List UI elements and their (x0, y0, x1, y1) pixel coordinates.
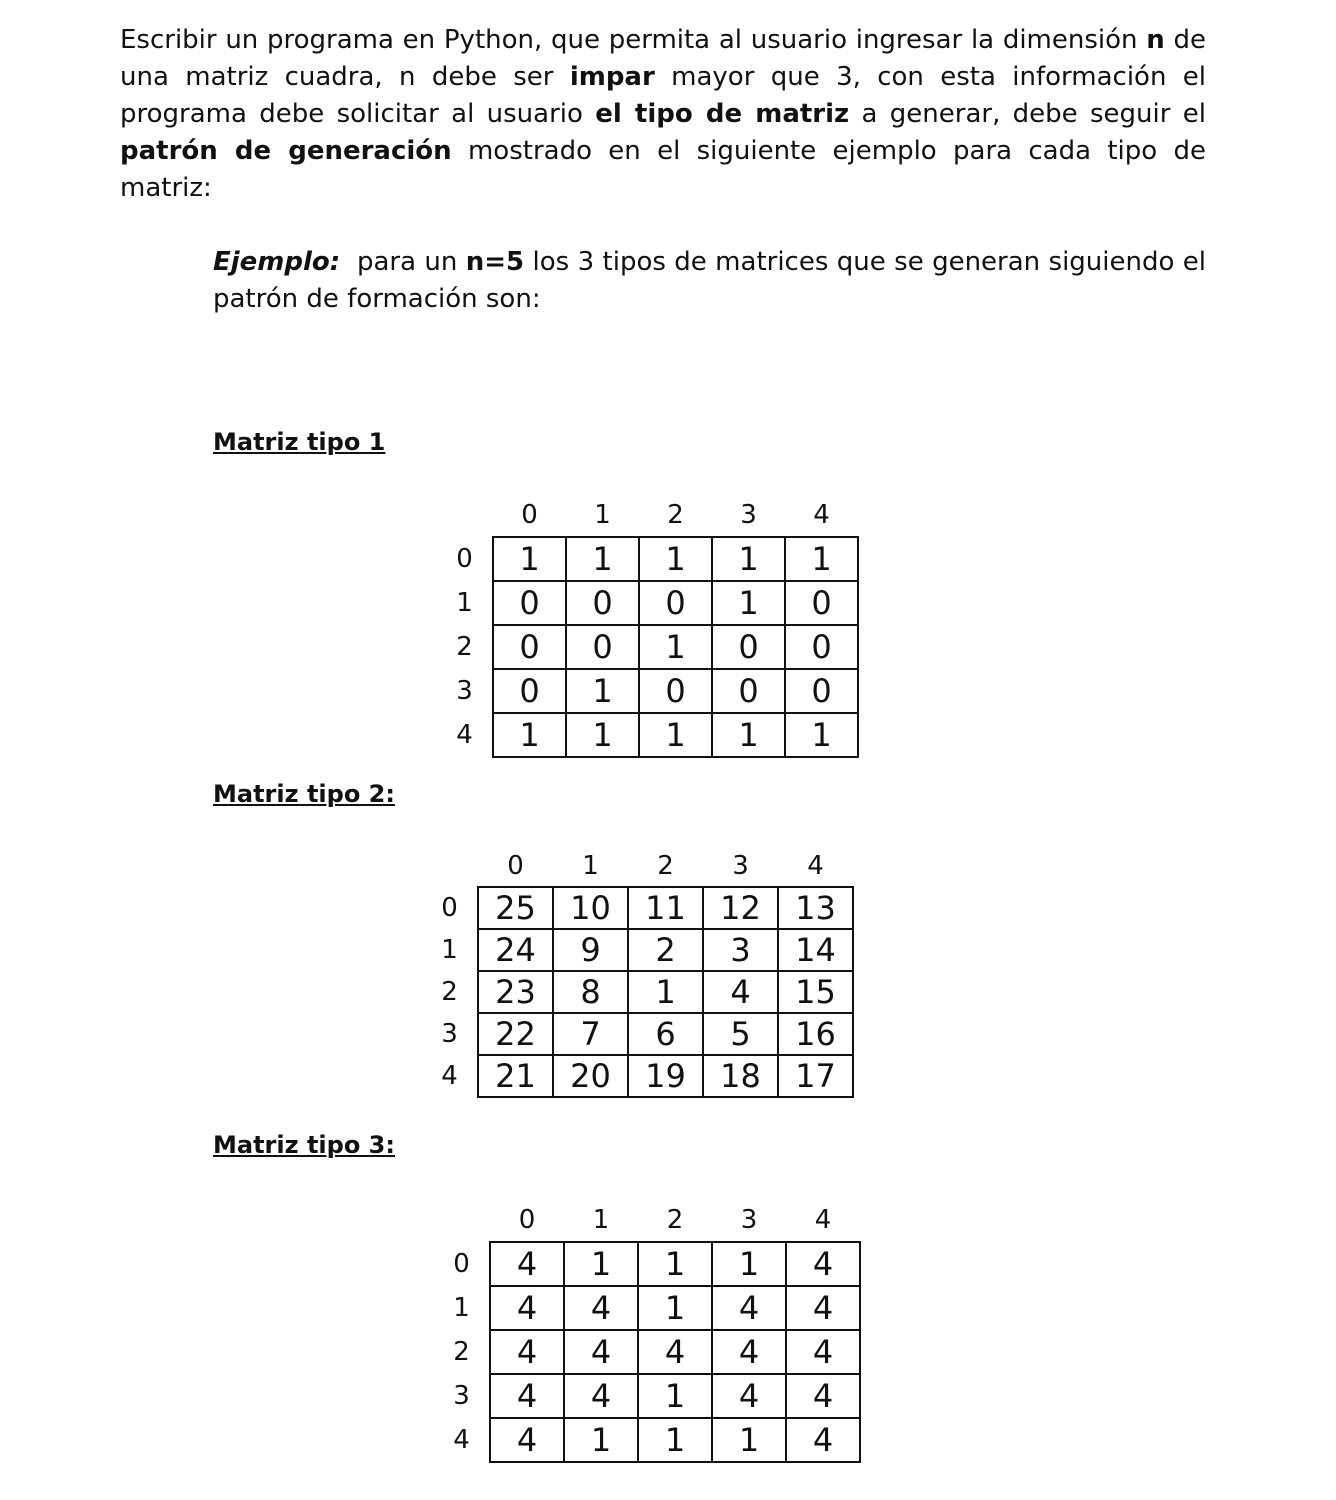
matrix-row (434, 1242, 860, 1286)
matrix-cell: 4 (490, 1418, 564, 1462)
matrix-cell: 1 (638, 1418, 712, 1462)
matrix-cell: 1 (712, 537, 785, 581)
matrix-cell: 1 (566, 537, 639, 581)
matrix-cell: 1 (638, 1286, 712, 1330)
row-index: 3 (456, 676, 473, 706)
matrix-cell: 18 (703, 1055, 778, 1097)
matrix-cell: 23 (478, 971, 553, 1013)
matrix-cell: 4 (703, 971, 778, 1013)
matrix-cell: 0 (493, 581, 566, 625)
intro-text: Escribir un programa en Python, que permita al usuario ingresar la dimensión (120, 25, 1147, 55)
matrix-cell: 4 (786, 1242, 860, 1286)
intro-text: mayor que 3, con esta información el programa debe solicitar al usuario (120, 62, 1206, 129)
column-index: 0 (521, 499, 538, 530)
column-index: 0 (518, 1204, 536, 1235)
matrix-cell: 0 (712, 625, 785, 669)
matrix-row (437, 625, 858, 669)
intro-bold-patron: patrón de generación (120, 136, 452, 166)
column-index: 4 (813, 499, 830, 530)
matrix-cell: 1 (493, 537, 566, 581)
column-index: 2 (666, 1204, 684, 1235)
matrix-cell: 0 (639, 669, 712, 713)
matrix-cell: 7 (553, 1013, 628, 1055)
row-index: 2 (456, 632, 473, 662)
matrix-cell: 1 (564, 1418, 638, 1462)
column-index: 1 (594, 499, 611, 530)
row-index: 1 (456, 588, 473, 618)
row-index: 4 (453, 1425, 470, 1455)
matrix-table (422, 845, 854, 1098)
matrix-2-heading: Matriz tipo 2: (213, 780, 395, 808)
matrix-cell: 4 (490, 1286, 564, 1330)
intro-text: de una matriz cuadra, n debe ser (120, 25, 1207, 92)
matrix-cell: 0 (712, 669, 785, 713)
column-index: 3 (740, 499, 757, 530)
matrix-cell: 0 (785, 669, 858, 713)
column-index: 4 (807, 850, 824, 881)
row-index: 2 (441, 977, 458, 1007)
matrix-row (422, 887, 853, 929)
matrix-row (422, 1055, 853, 1097)
matrix-cell: 21 (478, 1055, 553, 1097)
matrix-cell: 0 (639, 581, 712, 625)
matrix-cell: 16 (778, 1013, 853, 1055)
intro-text: a generar, debe seguir el (849, 99, 1206, 129)
row-index: 4 (441, 1061, 458, 1091)
row-index: 0 (441, 893, 458, 923)
column-header-row (422, 845, 853, 887)
matrix-cell: 1 (785, 537, 858, 581)
intro-bold-n: n (1146, 25, 1165, 55)
intro-bold-tipo-matriz: el tipo de matriz (595, 99, 850, 129)
header-corner (422, 845, 478, 887)
row-index: 3 (441, 1019, 458, 1049)
matrix-cell: 6 (628, 1013, 703, 1055)
matrix-cell: 1 (638, 1374, 712, 1418)
matrix-row (437, 537, 858, 581)
example-text: los 3 tipos de matrices que se generan siguiendo el patrón de formación son: (213, 247, 1207, 314)
matrix-cell: 4 (786, 1418, 860, 1462)
column-index: 1 (592, 1204, 610, 1235)
matrix-3 (434, 1198, 861, 1463)
matrix-cell: 22 (478, 1013, 553, 1055)
matrix-cell: 5 (703, 1013, 778, 1055)
matrix-cell: 4 (786, 1330, 860, 1374)
matrix-cell: 4 (786, 1286, 860, 1330)
matrix-cell: 13 (778, 887, 853, 929)
matrix-cell: 4 (786, 1374, 860, 1418)
matrix-table (437, 493, 859, 758)
matrix-cell: 4 (564, 1374, 638, 1418)
matrix-cell: 4 (564, 1330, 638, 1374)
matrix-cell: 10 (553, 887, 628, 929)
matrix-row (422, 929, 853, 971)
row-index: 2 (453, 1337, 470, 1367)
matrix-row (434, 1330, 860, 1374)
column-index: 4 (814, 1204, 832, 1235)
matrix-cell: 0 (566, 625, 639, 669)
example-text: para un (340, 247, 466, 277)
matrix-cell: 0 (493, 625, 566, 669)
matrix-cell: 1 (566, 669, 639, 713)
matrix-3-heading: Matriz tipo 3: (213, 1131, 395, 1159)
matrix-row (434, 1418, 860, 1462)
matrix-cell: 1 (785, 713, 858, 757)
column-header-row (437, 493, 858, 537)
matrix-cell: 3 (703, 929, 778, 971)
example-paragraph (213, 244, 1206, 318)
matrix-row (434, 1286, 860, 1330)
row-index: 0 (456, 544, 473, 574)
matrix-cell: 1 (493, 713, 566, 757)
matrix-cell: 24 (478, 929, 553, 971)
matrix-cell: 0 (785, 581, 858, 625)
matrix-cell: 12 (703, 887, 778, 929)
matrix-cell: 8 (553, 971, 628, 1013)
matrix-cell: 0 (493, 669, 566, 713)
matrix-cell: 15 (778, 971, 853, 1013)
matrix-cell: 4 (712, 1374, 786, 1418)
matrix-2 (422, 845, 854, 1098)
column-index: 0 (507, 850, 524, 881)
matrix-cell: 4 (638, 1330, 712, 1374)
matrix-cell: 20 (553, 1055, 628, 1097)
matrix-row (437, 581, 858, 625)
intro-bold-impar: impar (569, 62, 655, 92)
matrix-cell: 4 (564, 1286, 638, 1330)
matrix-cell: 14 (778, 929, 853, 971)
matrix-row (437, 669, 858, 713)
matrix-cell: 9 (553, 929, 628, 971)
matrix-cell: 1 (639, 537, 712, 581)
matrix-cell: 1 (566, 713, 639, 757)
row-index: 0 (453, 1249, 470, 1279)
matrix-cell: 1 (638, 1242, 712, 1286)
column-header-row (434, 1198, 860, 1242)
matrix-cell: 17 (778, 1055, 853, 1097)
matrix-cell: 4 (490, 1242, 564, 1286)
row-index: 1 (441, 935, 458, 965)
matrix-cell: 1 (712, 713, 785, 757)
matrix-cell: 4 (712, 1286, 786, 1330)
matrix-cell: 1 (628, 971, 703, 1013)
matrix-1-heading: Matriz tipo 1 (213, 428, 386, 456)
header-corner (437, 493, 493, 537)
example-label: Ejemplo: (213, 247, 341, 277)
column-index: 2 (657, 850, 674, 881)
matrix-cell: 1 (564, 1242, 638, 1286)
row-index: 3 (453, 1381, 470, 1411)
matrix-cell: 1 (639, 625, 712, 669)
example-bold-n5: n=5 (465, 247, 525, 277)
matrix-row (422, 971, 853, 1013)
matrix-cell: 25 (478, 887, 553, 929)
matrix-cell: 19 (628, 1055, 703, 1097)
matrix-row (437, 713, 858, 757)
matrix-cell: 0 (566, 581, 639, 625)
matrix-cell: 1 (639, 713, 712, 757)
header-corner (434, 1198, 490, 1242)
matrix-row (422, 1013, 853, 1055)
matrix-cell: 1 (712, 581, 785, 625)
matrix-cell: 0 (785, 625, 858, 669)
intro-text: mostrado en el siguiente ejemplo para cada tipo de matriz: (120, 136, 1206, 203)
row-index: 4 (456, 720, 473, 750)
matrix-1 (437, 493, 859, 758)
matrix-cell: 2 (628, 929, 703, 971)
matrix-cell: 4 (490, 1374, 564, 1418)
column-index: 1 (582, 850, 599, 881)
matrix-table (434, 1198, 861, 1463)
problem-statement (120, 22, 1206, 207)
row-index: 1 (453, 1293, 470, 1323)
matrix-cell: 1 (712, 1418, 786, 1462)
column-index: 2 (667, 499, 684, 530)
matrix-cell: 1 (712, 1242, 786, 1286)
matrix-cell: 4 (490, 1330, 564, 1374)
matrix-cell: 4 (712, 1330, 786, 1374)
column-index: 3 (732, 850, 749, 881)
matrix-row (434, 1374, 860, 1418)
column-index: 3 (740, 1204, 758, 1235)
matrix-cell: 11 (628, 887, 703, 929)
